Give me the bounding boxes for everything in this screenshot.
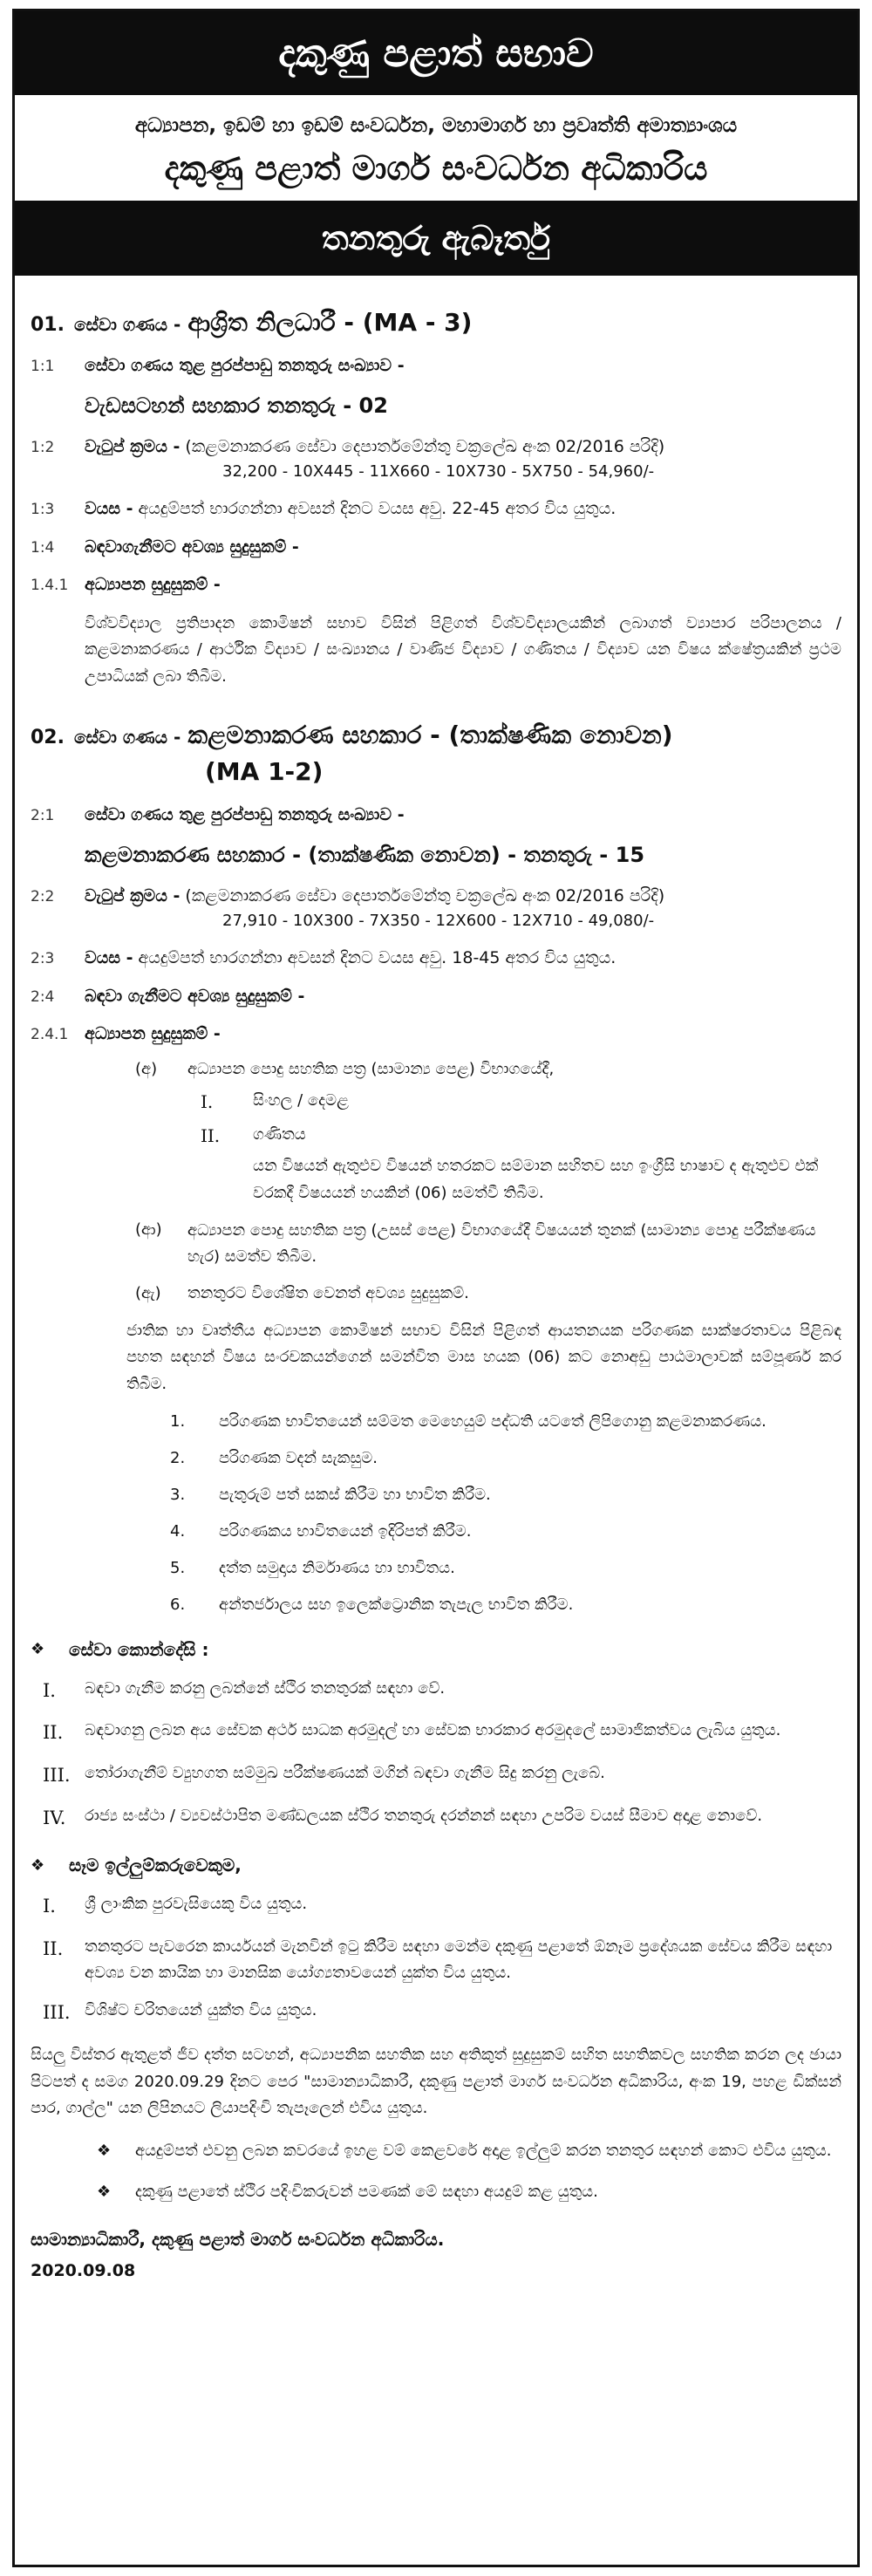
item-label: සේවා ගණය තුළ පුරප්පාඩු තනතුරු සංඛ්‍යාව -: [85, 805, 405, 825]
list-text: පරිගණකය භාවිතයෙන් ඉදිරිපත් කිරීම.: [219, 1522, 472, 1541]
council-banner: [15, 11, 857, 95]
post-count: වැඩසටහන් සහකාර තනතුරු - 02: [85, 393, 388, 418]
section-title: ආශ්‍රිත නිලධාරී - (MA - 3): [187, 308, 473, 337]
list-item: [31, 1998, 841, 2028]
option-text: අධ්‍යාපන පොදු සහතික පත්‍ර (උසස් පෙළ) විභාගයේදී විෂයයන් තුනක් (සාමාන්‍ය පොදු පරීක්ෂණය හැර) සමත්ව තිබීම.: [187, 1220, 816, 1267]
item-1-4: [31, 535, 841, 560]
list-item: [31, 1410, 841, 1434]
option-marker: (අ): [135, 1060, 158, 1079]
item-number: 1:3: [31, 501, 55, 519]
option-marker: (ඇ): [135, 1283, 161, 1302]
option-text: අධ්‍යාපන පොදු සහතික පත්‍ර (සාමාන්‍ය පෙළ) විභාගයේදී,: [187, 1060, 555, 1079]
diamond-bullet-icon: ❖: [97, 2141, 112, 2160]
list-item: [31, 1520, 841, 1544]
item-label: වැටුප් ක්‍රමය -: [85, 885, 181, 905]
post-count: කළමනාකරණ සහකාර - (තාක්ෂණික නොවන) - තනතුරු - 15: [85, 842, 645, 867]
section-number: 01.: [31, 314, 65, 336]
note-text: දකුණු පළාතේ ස්ථිර පදිංචිකරුවන් පමණක් මේ සඳහා අයදුම් කළ යුතුය.: [135, 2183, 598, 2202]
sub-text: ගණිතය: [253, 1125, 306, 1145]
item-2-4: [31, 984, 841, 1009]
list-text: තනතුරට පැවරෙන කාර්යයන් මැනවින් ඉටු කිරීම සඳහා මෙන්ම දකුණු පළාතේ ඕනෑම ප්‍රදේශයක සේවය කිරීම සඳහා අවශ්‍ය වන කායික හා මානසික යෝග්‍යතාවයෙන් යුක්ත විය යුතුය.: [85, 1937, 833, 1982]
list-marker: 6.: [170, 1595, 186, 1614]
roman-marker: I.: [43, 1679, 56, 1701]
applicant-requirements-heading: [31, 1852, 841, 1879]
list-text: අන්තර්ජාලය සහ ඉලෙක්ට්‍රොනික තැපැල භාවිත කිරීම.: [219, 1595, 574, 1614]
heading-text: සේවා කොන්දේසි :: [69, 1638, 209, 1660]
item-label: බඳවාගැනීමට අවශ්‍ය සුදුසුකම් -: [85, 536, 299, 557]
list-marker: 4.: [170, 1522, 186, 1541]
sub-text: සිංහල / දෙමළ: [253, 1091, 349, 1110]
list-text: බඳවාගනු ලබන අය සේවක අර්ථ සාධක අරමුදල් හා සේවක භාරකාර අරමුදලේ සාමාජිකත්වය ලැබිය යුතුය.: [85, 1721, 781, 1740]
item-label: වැටුප් ක්‍රමය -: [85, 437, 181, 457]
service-conditions-heading: [31, 1636, 841, 1664]
item-1-4-1: [31, 572, 841, 598]
list-item: [31, 1760, 841, 1791]
item-text: අයදුම්පත් භාරගන්නා අවසන් දිනට වයස අවු. 18-45 අතර විය යුතුය.: [138, 948, 617, 968]
option-a: [31, 1057, 841, 1082]
item-number: 1:4: [31, 538, 55, 557]
list-marker: 5.: [170, 1558, 186, 1577]
heading-text: සෑම ඉල්ලුම්කරුවෙකුම,: [69, 1855, 242, 1876]
note-item: [31, 2138, 841, 2164]
roman-marker: II.: [43, 1722, 64, 1744]
list-text: පරිගණක භාවිතයෙන් සම්මත මෙහෙයුම් පද්ධති යටතේ ලිපිගොනු කළමනාකරණය.: [219, 1412, 766, 1431]
item-2-1: [31, 803, 841, 871]
vocational-text: ජාතික හා වෘත්තීය අධ්‍යාපන කොමිෂන් සභාව විසින් පිළිගත් ආයතනයක පරිගණක සාක්ෂරතාවය පිළිබඳ පහත සඳහන් විෂය සංරචකයන්ගෙන් සමන්විත මාස හයක (06) කට නොඅඩු පාඨමාලාවක් සම්පූර්ණ කර තිබීම.: [126, 1321, 841, 1393]
vacancies-title: තනතුරු ඇබෑර්තු: [321, 218, 551, 257]
signatory: සාමාන්‍යාධිකාරී, දකුණු පළාත් මාර්ග සංවර්ධන අධිකාරිය.: [31, 2229, 445, 2251]
item-number: 1:1: [31, 358, 55, 376]
item-2-3: [31, 946, 841, 971]
option-c: [31, 1281, 841, 1306]
option-a-1: [31, 1089, 841, 1116]
roman-marker: II.: [43, 1937, 64, 1959]
diamond-bullet-icon: ❖: [97, 2183, 112, 2202]
note-item: [31, 2179, 841, 2205]
item-text: (කළමනාකරණ සේවා දෙපාර්තමේන්තු චක්‍රලේඛ අංක 02/2016 පරිදි): [185, 885, 665, 905]
item-number: 2:3: [31, 950, 55, 968]
roman-marker: II.: [201, 1125, 221, 1147]
advertisement-frame: [12, 9, 860, 2567]
item-1-2: [31, 434, 841, 460]
item-number: 2:1: [31, 807, 55, 825]
list-item: [31, 1446, 841, 1471]
option-text: තනතුරට විශේෂිත වෙනත් අවශ්‍ය සුදුසුකම්.: [187, 1283, 469, 1302]
option-a-2: [31, 1123, 841, 1150]
list-item: [31, 1483, 841, 1507]
item-number: 2.4.1: [31, 1026, 69, 1044]
notice-date: 2020.09.08: [31, 2261, 136, 2281]
item-label: වයස -: [85, 948, 133, 968]
option-b: [31, 1218, 841, 1271]
note-text: අයදුම්පත් එවනු ලබන කවරයේ ඉහළ වම් කෙළවරේ අදාළ ඉල්ලුම් කරන තනතුර සඳහන් කොට එවිය යුතුය.: [135, 2141, 832, 2160]
section-title: කළමනාකරණ සහකාර - (තාක්ෂණික නොවන): [187, 721, 673, 750]
item-number: 2:2: [31, 887, 55, 905]
roman-marker: IV.: [43, 1807, 66, 1828]
item-label: සේවා ගණය තුළ පුරප්පාඩු තනතුරු සංඛ්‍යාව -: [85, 356, 405, 376]
list-item: [31, 1593, 841, 1617]
section-label: සේවා ගණය -: [74, 314, 181, 335]
item-text: (කළමනාකරණ සේවා දෙපාර්තමේන්තු චක්‍රලේඛ අංක 02/2016 පරිදි): [185, 437, 665, 457]
list-text: පරිගණක වදන් සැකසුම.: [219, 1449, 378, 1468]
qualification-text-1: විශ්වවිද්‍යාල ප්‍රතිපාදන කොමිෂන් සභාව විසින් පිළිගත් විශ්වවිද්‍යාලයකින් ලබාගත් ව්‍යාපාර පරිපාලනය / කළමනාකරණය / ආර්ථික විද්‍යාව / සංඛ්‍යානය / වාණිජ විද්‍යාව / ගණිතය / විද්‍යාව යන විෂය ක්ෂේත්‍රයකින් ප්‍රථම උපාධියක් ලබා තිබීම.: [85, 613, 841, 686]
item-2-4-1: [31, 1022, 841, 1047]
roman-marker: I.: [43, 1896, 56, 1917]
section-label: සේවා ගණය -: [74, 727, 181, 748]
list-marker: 1.: [170, 1412, 186, 1431]
section-2-grade: (MA 1-2): [205, 756, 324, 786]
item-label: අධ්‍යාපන සුදුසුකම් -: [85, 1024, 221, 1044]
list-text: ශ්‍රී ලාංකික පුරවැසියෙකු විය යුතුය.: [85, 1895, 308, 1914]
item-2-2: [31, 884, 841, 909]
list-text: රාජ්‍ය සංස්ථා / ව්‍යවස්ථාපිත මණ්ඩලයක ස්ථිර තනතුරු දරන්නන් සඳහා උපරිම වයස් සීමාව අදාළ නොවේ.: [85, 1806, 763, 1825]
item-text: අයදුම්පත් භාරගන්නා අවසන් දිනට වයස අවු. 22-45 අතර විය යුතුය.: [138, 499, 617, 519]
list-marker: 2.: [170, 1449, 186, 1468]
application-instructions: සියලු විස්තර ඇතුළත් ජීව දත්ත සටහන්, අධ්‍යාපනික සහතික සහ අතිකුත් සුදුසුකම් සහිත සහතිකවල සහතික කරන ලද ඡායා පිටපත් ද සමග 2020.09.29 දිනට පෙර "සාමාන්‍යාධිකාරී, දකුණු පළාත් මාර්ග සංවර්ධන අධිකාරිය, අංක 19, පහළ ඩික්සන් පාර, ගාල්ල" යන ලිපිනයට ලියාපදිංචි තැපෑලෙන් එවිය යුතුය.: [31, 2045, 841, 2118]
roman-marker: I.: [201, 1091, 214, 1113]
option-marker: (ආ): [135, 1220, 162, 1239]
roman-marker: III.: [43, 2002, 71, 2024]
section-2-heading: [31, 716, 841, 754]
item-number: 1.4.1: [31, 577, 69, 595]
service-conditions-list: [31, 1676, 841, 1834]
authority-name: දකුණු පළාත් මාර්ග සංවර්ධන අධිකාරිය: [164, 149, 708, 188]
content: [15, 276, 857, 2285]
list-item: [31, 1934, 841, 1985]
vacancies-banner: [15, 201, 857, 276]
item-1-1: [31, 353, 841, 422]
applicant-requirements-list: [31, 1891, 841, 2028]
council-name: දකුණු පළාත් සභාව: [278, 31, 594, 76]
item-number: 1:2: [31, 439, 55, 457]
diamond-bullet-icon: ❖: [31, 1855, 45, 1875]
item-label: වයස -: [85, 499, 133, 519]
list-text: පැතුරුම් පත් සකස් කිරීම හා භාවිත කිරීම.: [219, 1486, 491, 1505]
list-item: [31, 1718, 841, 1748]
salary-scale-1: 32,200 - 10X445 - 11X660 - 10X730 - 5X750 - 54,960/-: [222, 462, 655, 482]
ministry-name: අධ්‍යාපන, ඉඩම් හා ඉඩම් සංවර්ධන, මහාමාර්ග හා ප්‍රවෘත්ති අමාත්‍යාංශය: [134, 114, 738, 137]
list-text: බඳවා ගැනීම කරනු ලබන්නේ ස්ථිර තනතුරක් සඳහා වේ.: [85, 1678, 446, 1698]
item-label: අධ්‍යාපන සුදුසුකම් -: [85, 575, 221, 595]
list-text: විශිෂ්ට චරිතයෙන් යුක්ත විය යුතුය.: [85, 2001, 317, 2020]
section-number: 02.: [31, 727, 65, 749]
item-1-3: [31, 496, 841, 522]
salary-scale-2: 27,910 - 10X300 - 7X350 - 12X600 - 12X710 - 49,080/-: [222, 912, 655, 931]
list-marker: 3.: [170, 1486, 186, 1505]
list-text: තෝරාගැනීම් ව්‍යුහගත සම්මුඛ පරීක්ෂණයක් මගින් බඳවා ගැනීම සිදු කරනු ලැබේ.: [85, 1764, 605, 1783]
option-a-2-description: යන විෂයන් ඇතුළුව විෂයන් හතරකට සම්මාන සහිතව සහ ඉංග්‍රීසි භාෂාව ද ඇතුළුව එක් වරකදී විෂයයන් හයකින් (06) සමත්වී තිබීම.: [253, 1157, 819, 1202]
computer-skills-list: [31, 1410, 841, 1616]
roman-marker: III.: [43, 1765, 71, 1787]
section-1-heading: [31, 304, 841, 341]
list-text: දත්ත සමුදාය නිර්මාණය හා භාවිතය.: [219, 1558, 455, 1577]
item-number: 2:4: [31, 987, 55, 1006]
list-item: [31, 1891, 841, 1922]
diamond-bullet-icon: ❖: [31, 1640, 45, 1659]
list-item: [31, 1556, 841, 1581]
item-label: බඳවා ගැනීමට අවශ්‍ය සුදුසුකම් -: [85, 986, 305, 1006]
list-item: [31, 1803, 841, 1834]
list-item: [31, 1676, 841, 1706]
